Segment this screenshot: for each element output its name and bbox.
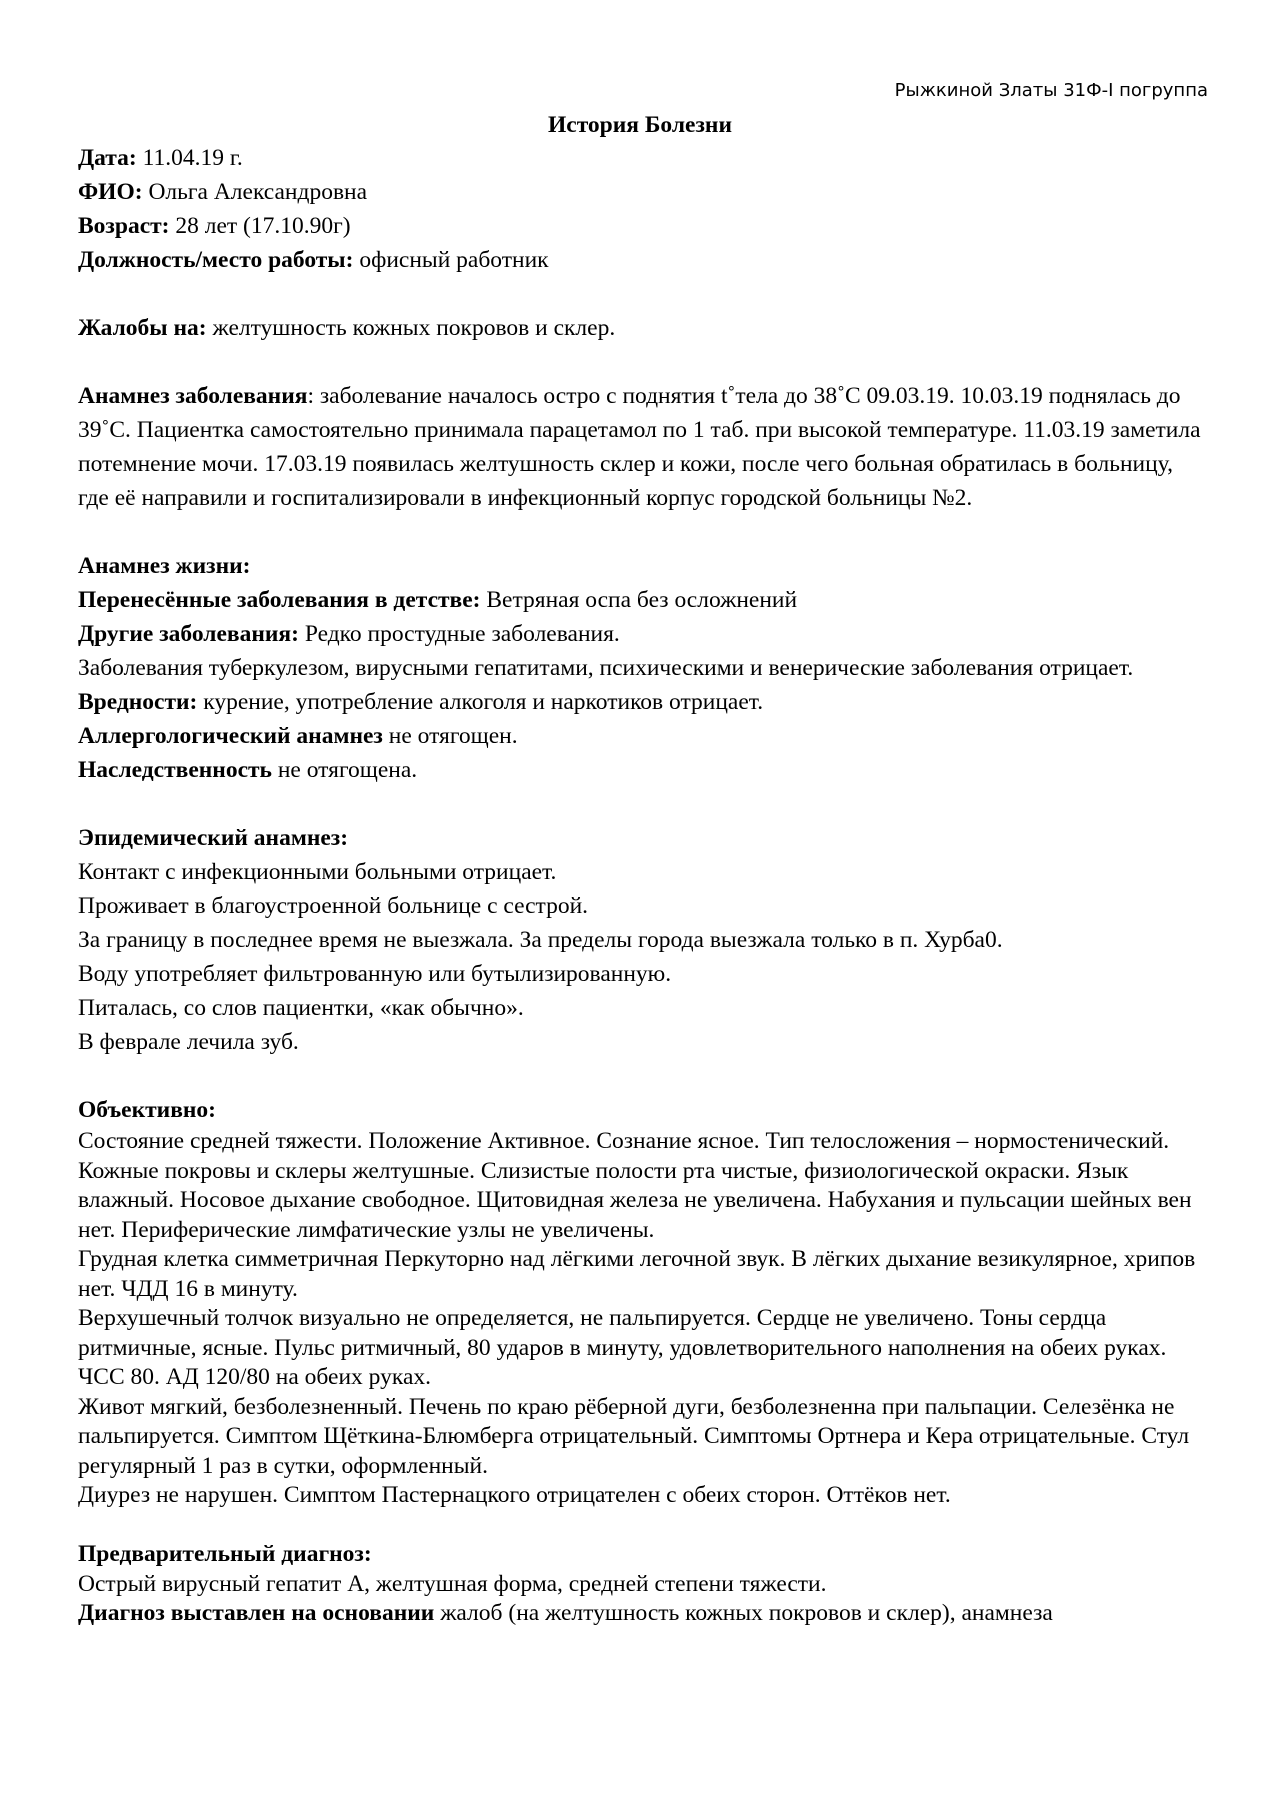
other-diseases-line — [78, 617, 1208, 651]
epidemic-line: В феврале лечила зуб. — [78, 1029, 299, 1055]
epidemic-title: Эпидемический анамнез: — [78, 825, 349, 851]
other-diseases-label: Другие заболевания: — [78, 621, 299, 647]
name-label: ФИО: — [78, 179, 143, 205]
spacer — [78, 1511, 1208, 1541]
epidemic-line: Проживает в благоустроенной больнице с сестрой. — [78, 893, 589, 919]
spacer — [78, 787, 1208, 821]
allergy-label: Аллергологический анамнез — [78, 723, 383, 749]
heredity-line — [78, 753, 1208, 787]
disease-history-text: : заболевание началось остро с поднятия t˚тела до 38˚С 09.03.19. 10.03.19 поднялась до 39˚С. Пациентка самостоятельно принимала парацетамол по 1 таб. при высокой температуре. 11.03.19 заметила потемнение мочи. 17.03.19 появилась желтушность склер и кожи, после чего больная обратилась в больницу, где её направили и госпитализировали в инфекционный корпус городской больницы №2. — [78, 383, 1201, 511]
other-diseases-value: Редко простудные заболевания. — [304, 621, 620, 647]
job-label: Должность/место работы: — [78, 247, 354, 273]
objective-paragraph: Состояние средней тяжести. Положение Активное. Сознание ясное. Тип телосложения – нормостенический. Кожные покровы и склеры желтушные. Слизистые полости рта чистые, физиологической окраски. Язык влажный. Носовое дыхание свободное. Щитовидная железа не увеличена. Набухания и пульсации шейных вен нет. Периферические лимфатические узлы не увеличены. — [78, 1128, 1192, 1243]
childhood-line — [78, 583, 1208, 617]
name-value: Ольга Александровна — [148, 179, 368, 205]
harm-line — [78, 685, 1208, 719]
date-label: Дата: — [78, 145, 137, 171]
diagnosis-basis-label: Диагноз выставлен на основании — [78, 1600, 435, 1626]
objective-paragraph: Грудная клетка симметричная Перкуторно над лёгкими легочной звук. В лёгких дыхание везикулярное, хрипов нет. ЧДД 16 в минуту. — [78, 1246, 1196, 1302]
diagnosis-basis-value: жалоб (на желтушность кожных покровов и склер), анамнеза — [440, 1600, 1053, 1626]
epidemic-line: За границу в последнее время не выезжала. За пределы города выезжала только в п. Хурба0. — [78, 927, 1003, 953]
allergy-line — [78, 719, 1208, 753]
heredity-label: Наследственность — [78, 757, 272, 783]
heredity-value: не отягощена. — [277, 757, 418, 783]
date-value: 11.04.19 г. — [142, 145, 243, 171]
diagnosis-basis — [78, 1599, 1208, 1629]
spacer — [78, 345, 1208, 379]
document-title: История Болезни — [547, 112, 732, 138]
age-label: Возраст: — [78, 213, 170, 239]
epidemic-line: Контакт с инфекционными больными отрицает. — [78, 859, 557, 885]
allergy-value: не отягощен. — [388, 723, 518, 749]
diagnosis-title: Предварительный диагноз: — [78, 1541, 372, 1567]
objective-paragraph: Верхушечный толчок визуально не определяется, не пальпируется. Сердце не увеличено. Тоны сердца ритмичные, ясные. Пульс ритмичный, 80 ударов в минуту, удовлетворительного наполнения на обеих руках. ЧСС 80. АД 120/80 на обеих руках. — [78, 1305, 1167, 1390]
author-line: Рыжкиной Златы 31Ф-I погруппа — [894, 80, 1208, 101]
name-line — [78, 175, 1208, 209]
age-line — [78, 209, 1208, 243]
disease-history-label: Анамнез заболевания — [78, 383, 308, 409]
epidemic-line: Воду употребляет фильтрованную или бутылизированную. — [78, 961, 672, 987]
complaints-line — [78, 311, 1208, 345]
complaints-label: Жалобы на: — [78, 315, 207, 341]
objective-title: Объективно: — [78, 1097, 217, 1123]
harm-label: Вредности: — [78, 689, 198, 715]
complaints-value: желтушность кожных покровов и склер. — [212, 315, 616, 341]
date-line — [78, 141, 1208, 175]
disease-history — [78, 379, 1208, 515]
objective-section — [78, 1127, 1208, 1629]
epidemic-line: Питалась, со слов пациентки, «как обычно». — [78, 995, 524, 1021]
spacer — [78, 1059, 1208, 1093]
objective-paragraph: Диурез не нарушен. Симптом Пастернацкого отрицателен с обеих сторон. Оттёков нет. — [78, 1482, 951, 1508]
objective-paragraph: Живот мягкий, безболезненный. Печень по краю рёберной дуги, безболезненна при пальпации. Селезёнка не пальпируется. Симптом Щёткина-Блюмберга отрицательный. Симптомы Ортнера и Кера отрицательные. Стул регулярный 1 раз в сутки, оформленный. — [78, 1393, 1190, 1479]
document-body — [78, 141, 1208, 1629]
age-value: 28 лет (17.10.90г) — [175, 213, 351, 239]
harm-value: курение, употребление алкоголя и наркотиков отрицает. — [203, 689, 764, 715]
patient-info — [78, 141, 1208, 1127]
spacer — [78, 515, 1208, 549]
life-history-title: Анамнез жизни: — [78, 553, 251, 579]
denied-diseases: Заболевания туберкулезом, вирусными гепатитами, психическими и венерические заболевания отрицает. — [78, 655, 1134, 681]
diagnosis-value: Острый вирусный гепатит А, желтушная форма, средней степени тяжести. — [78, 1570, 827, 1597]
job-line — [78, 243, 1208, 277]
childhood-label: Перенесённые заболевания в детстве: — [78, 587, 481, 613]
childhood-value: Ветряная оспа без осложнений — [486, 587, 798, 613]
spacer — [78, 277, 1208, 311]
job-value: офисный работник — [359, 247, 549, 273]
